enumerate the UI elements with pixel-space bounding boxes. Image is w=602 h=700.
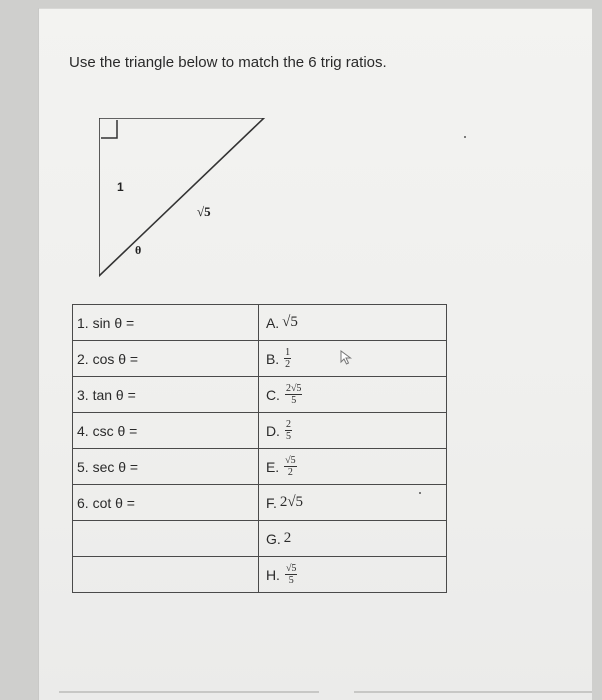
option-fraction: [285, 563, 298, 586]
fraction-denominator: 5: [288, 575, 294, 586]
fraction-numerator: 1: [285, 347, 291, 358]
table-row: [73, 557, 447, 593]
question-cell: 5. sec θ =: [73, 449, 259, 485]
answer-cell: [258, 305, 446, 341]
answer-cell: [258, 377, 446, 413]
fraction-denominator: 5: [285, 431, 291, 442]
speck: [419, 492, 421, 494]
option-letter: A.: [265, 314, 280, 331]
option-letter: F.: [265, 494, 277, 511]
option-fraction: [285, 419, 292, 442]
vertical-side-label: 1: [117, 180, 124, 194]
question-cell: [73, 557, 259, 593]
answer-option: [266, 383, 303, 406]
answer-option: [266, 563, 298, 586]
option-letter: D.: [265, 422, 280, 439]
option-expression: 2√5: [279, 494, 304, 510]
answer-cell: [258, 521, 446, 557]
answer-cell: [258, 413, 446, 449]
option-fraction: [284, 347, 291, 370]
option-fraction: [285, 383, 303, 406]
fraction-denominator: 2: [287, 467, 293, 478]
table-row: [73, 485, 447, 521]
top-edge: [39, 8, 592, 9]
answer-cell: [258, 485, 446, 521]
answer-option: [266, 419, 292, 442]
option-expression: 2: [283, 530, 292, 546]
option-letter: E.: [265, 458, 280, 475]
answer-option: [266, 455, 297, 478]
option-fraction: [284, 455, 297, 478]
instructions: Use the triangle below to match the 6 trig ratios.: [69, 54, 387, 71]
fraction-denominator: 2: [285, 359, 291, 370]
answer-option: [266, 530, 291, 547]
table-row: [73, 377, 447, 413]
answer-cell: [258, 449, 446, 485]
fraction-numerator: √5: [285, 455, 296, 466]
angle-theta-label: θ: [135, 243, 142, 257]
table-row: [73, 413, 447, 449]
fraction-numerator: 2: [285, 419, 291, 430]
hypotenuse-label: √5: [197, 204, 211, 219]
speck: [464, 136, 466, 138]
answer-option: [266, 347, 291, 370]
fraction-denominator: 5: [291, 395, 297, 406]
answer-cell: [258, 557, 446, 593]
answer-option: [266, 494, 303, 511]
question-cell: 1. sin θ =: [73, 305, 259, 341]
question-cell: 2. cos θ =: [73, 341, 259, 377]
mouse-cursor-icon: [339, 350, 353, 366]
question-cell: 6. cot θ =: [73, 485, 259, 521]
triangle-svg: [99, 118, 279, 288]
right-triangle-figure: [99, 118, 279, 293]
question-cell: [73, 521, 259, 557]
question-cell: 4. csc θ =: [73, 413, 259, 449]
option-letter: H.: [265, 566, 280, 583]
worksheet-page: [38, 8, 592, 700]
fraction-numerator: √5: [285, 563, 297, 574]
table-row: [73, 341, 447, 377]
option-letter: G.: [265, 530, 281, 547]
option-letter: C.: [265, 386, 280, 403]
footer-divider: [354, 691, 592, 693]
table-row: [73, 521, 447, 557]
question-cell: 3. tan θ =: [73, 377, 259, 413]
triangle-outline: [99, 118, 264, 276]
matching-table: [72, 304, 447, 593]
answer-option: [266, 314, 298, 331]
right-angle-marker: [101, 120, 117, 138]
table-row: [73, 305, 447, 341]
fraction-numerator: 2√5: [285, 383, 302, 394]
table-row: [73, 449, 447, 485]
option-letter: B.: [265, 350, 280, 367]
option-expression: √5: [282, 314, 298, 330]
footer-divider: [59, 691, 319, 693]
